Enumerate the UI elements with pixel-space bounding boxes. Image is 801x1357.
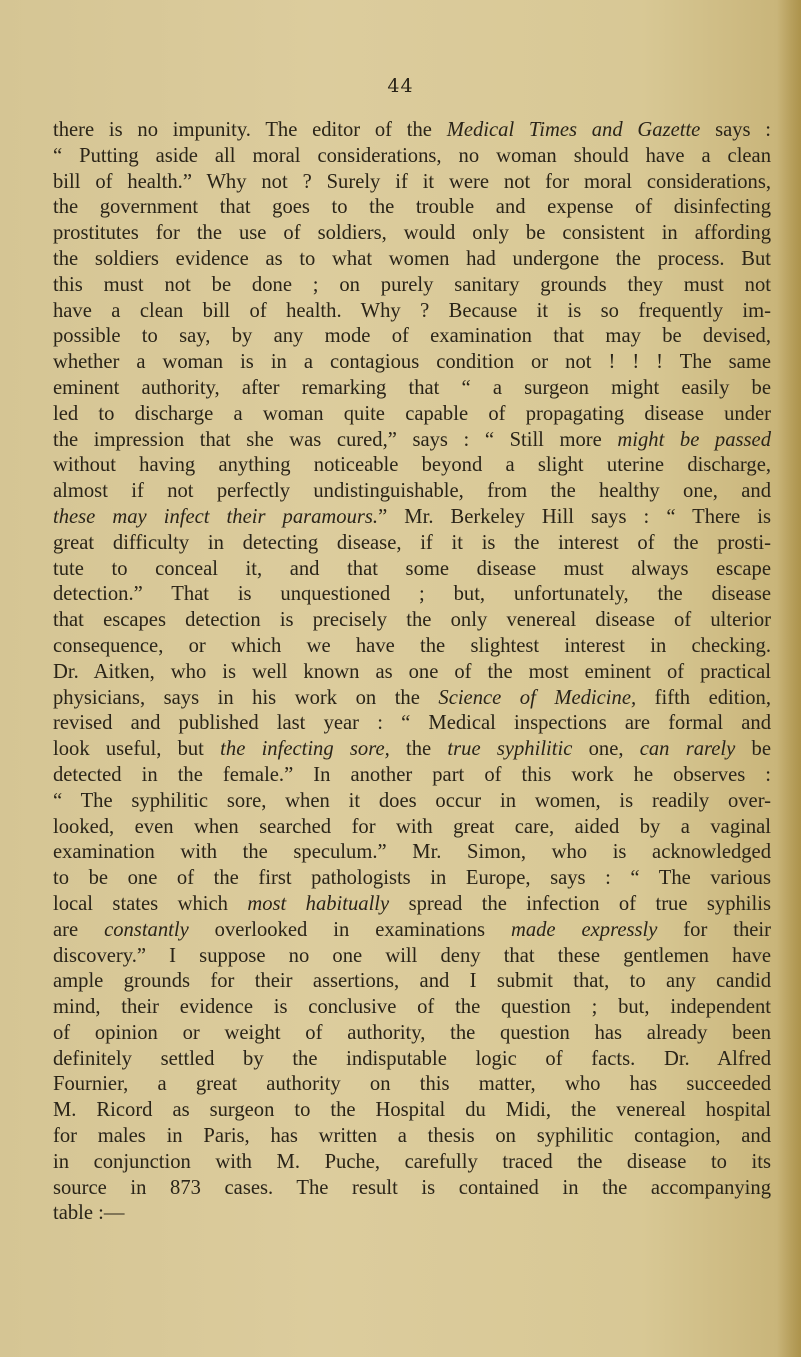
text-run: the	[389, 738, 448, 761]
text-run: Fournier, a great authority on this matter, who has succeeded	[53, 1073, 771, 1096]
text-run: examination with the speculum.” Mr. Simon, who is acknowledged	[53, 841, 771, 864]
text-run: one,	[572, 738, 640, 761]
text-line	[53, 170, 771, 196]
text-run: bill of health.” Why not ? Surely if it were not for moral considerations,	[53, 170, 771, 193]
text-run: the impression that she was cured,” says : “ Still more	[53, 428, 618, 451]
text-line	[53, 789, 771, 815]
text-line	[53, 763, 771, 789]
text-run: eminent authority, after remarking that “ a surgeon might easily be	[53, 376, 771, 399]
text-line	[53, 840, 771, 866]
text-run: in conjunction with M. Puche, carefully traced the disease to its	[53, 1150, 771, 1173]
text-run: have a clean bill of health. Why ? Because it is so frequently im-	[53, 299, 771, 322]
text-run: table :—	[53, 1202, 125, 1225]
text-line	[53, 995, 771, 1021]
text-line	[53, 453, 771, 479]
body-paragraph	[53, 118, 771, 1227]
text-run: detected in the female.” In another part of this work he observes :	[53, 763, 771, 786]
text-line	[53, 1124, 771, 1150]
italic-text: constantly	[104, 918, 189, 941]
text-run: revised and published last year : “ Medical inspections are formal and	[53, 712, 771, 735]
text-line	[53, 118, 771, 144]
text-line	[53, 350, 771, 376]
text-run: whether a woman is in a contagious condition or not ! ! ! The same	[53, 351, 771, 374]
text-line	[53, 1072, 771, 1098]
text-line	[53, 969, 771, 995]
text-run: fifth edition,	[636, 686, 771, 709]
text-line	[53, 737, 771, 763]
text-run: discovery.” I suppose no one will deny that these gentlemen have	[53, 944, 771, 967]
text-line	[53, 428, 771, 454]
text-line	[53, 273, 771, 299]
text-line	[53, 531, 771, 557]
text-run: says :	[700, 119, 772, 141]
text-run: “ The syphilitic sore, when it does occur in women, is readily over-	[53, 789, 771, 812]
text-line	[53, 582, 771, 608]
text-run: to be one of the first pathologists in Europe, says : “ The various	[53, 867, 771, 890]
text-line	[53, 376, 771, 402]
page-edge-shading	[777, 0, 801, 1357]
text-line	[53, 221, 771, 247]
text-line	[53, 1176, 771, 1202]
text-run: consequence, or which we have the slightest interest in checking.	[53, 634, 771, 657]
text-line	[53, 815, 771, 841]
text-run: M. Ricord as surgeon to the Hospital du Midi, the venereal hospital	[53, 1099, 771, 1122]
text-run: almost if not perfectly undistinguishable, from the healthy one, and	[53, 480, 771, 503]
text-line	[53, 299, 771, 325]
text-run: possible to say, by any mode of examination that may be devised,	[53, 325, 771, 348]
text-run: of opinion or weight of authority, the question has already been	[53, 1021, 771, 1044]
text-line	[53, 1201, 771, 1227]
text-run: “ Putting aside all moral considerations, no woman should have a clean	[53, 144, 771, 167]
text-line	[53, 247, 771, 273]
text-line	[53, 660, 771, 686]
page-number: 44	[387, 75, 414, 97]
text-run: detection.” That is unquestioned ; but, unfortunately, the disease	[53, 583, 771, 606]
text-line	[53, 634, 771, 660]
text-run: source in 873 cases. The result is contained in the accompanying	[53, 1176, 771, 1199]
text-line	[53, 144, 771, 170]
text-line	[53, 1098, 771, 1124]
italic-text: Medical Times and Gazette	[446, 119, 701, 141]
text-line	[53, 557, 771, 583]
text-run: mind, their evidence is conclusive of the question ; but, independent	[53, 996, 771, 1019]
text-line	[53, 1150, 771, 1176]
text-line	[53, 1021, 771, 1047]
text-run: the soldiers evidence as to what women had undergone the process. But	[53, 247, 771, 270]
text-line	[53, 944, 771, 970]
text-run: for males in Paris, has written a thesis on syphilitic contagion, and	[53, 1125, 771, 1148]
italic-text: true syphilitic	[447, 738, 573, 761]
text-line	[53, 324, 771, 350]
text-run: ample grounds for their assertions, and I submit that, to any candid	[53, 970, 771, 993]
text-line	[53, 866, 771, 892]
italic-text: might be passed	[617, 428, 771, 451]
text-run: physicians, says in his work on the	[53, 686, 439, 709]
text-line	[53, 608, 771, 634]
italic-text: Science of Medicine,	[438, 686, 637, 709]
italic-text: most habitually	[247, 892, 390, 915]
italic-text: the infecting sore,	[220, 738, 390, 761]
italic-text: these may infect their paramours.	[53, 505, 379, 528]
italic-text: made expressly	[510, 918, 658, 941]
text-line	[53, 892, 771, 918]
text-line	[53, 918, 771, 944]
text-line	[53, 686, 771, 712]
text-line	[53, 479, 771, 505]
text-run: there is no impunity. The editor of the	[53, 119, 447, 141]
text-run: tute to conceal it, and that some disease must always escape	[53, 557, 771, 580]
text-run: are	[53, 918, 105, 941]
text-run: definitely settled by the indisputable logic of facts. Dr. Alfred	[53, 1047, 771, 1070]
text-run: looked, even when searched for with great care, aided by a vaginal	[53, 815, 771, 838]
text-run: spread the infection of true syphilis	[389, 892, 771, 915]
italic-text: can rarely	[639, 738, 736, 761]
text-line	[53, 402, 771, 428]
text-run: look useful, but	[53, 738, 221, 761]
text-run: the government that goes to the trouble and expense of disinfecting	[53, 196, 771, 219]
text-run: local states which	[53, 892, 248, 915]
text-run: that escapes detection is precisely the only venereal disease of ulterior	[53, 609, 771, 632]
text-run: prostitutes for the use of soldiers, would only be consistent in affording	[53, 222, 771, 245]
text-run: led to discharge a woman quite capable of propagating disease under	[53, 402, 771, 425]
text-line	[53, 1047, 771, 1073]
text-line	[53, 711, 771, 737]
text-run: without having anything noticeable beyond a slight uterine discharge,	[53, 454, 771, 477]
text-run: ” Mr. Berkeley Hill says : “ There is	[378, 505, 771, 528]
text-run: great difficulty in detecting disease, if it is the interest of the prosti-	[53, 531, 771, 554]
text-run: for their	[657, 918, 771, 941]
text-run: this must not be done ; on purely sanitary grounds they must not	[53, 273, 771, 296]
text-run: be	[735, 738, 771, 761]
text-run: Dr. Aitken, who is well known as one of the most eminent of practical	[53, 660, 771, 683]
text-line	[53, 505, 771, 531]
text-run: overlooked in examinations	[188, 918, 511, 941]
text-line	[53, 195, 771, 221]
